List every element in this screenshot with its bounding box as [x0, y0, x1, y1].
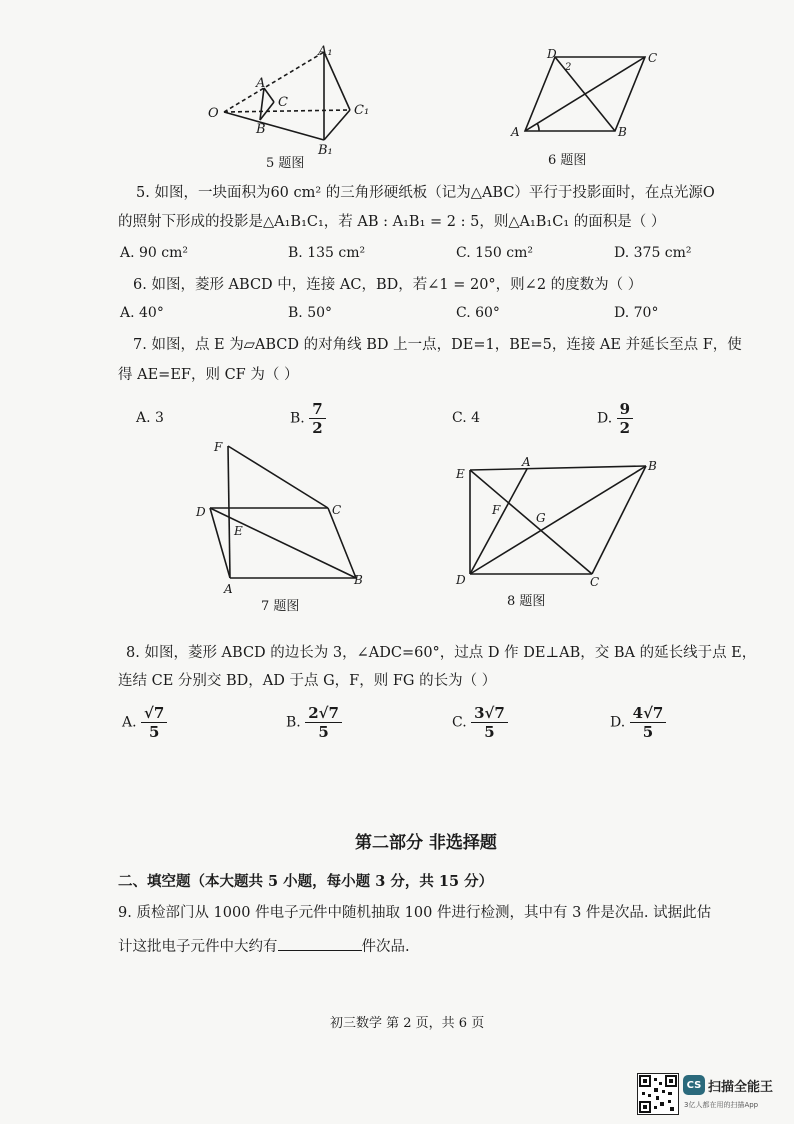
- fig8-label-g: G: [536, 511, 546, 525]
- camscanner-logo-icon: CS: [683, 1075, 705, 1095]
- q8-option-b-fraction: [305, 704, 342, 741]
- q8-text-line1: 8. 如图，菱形 ABCD 的边长为 3，∠ADC=60°，过点 D 作 DE⊥AB，交 BA 的延长线于点 E，: [126, 645, 757, 661]
- q9-text-after-blank: 件次品.: [361, 939, 410, 955]
- q8-option-a-label: A.: [122, 714, 137, 731]
- fig8-label-b: B: [648, 459, 657, 473]
- q7-option-d-fraction: [617, 400, 633, 437]
- q5-option-d: D. 375 cm²: [614, 245, 692, 261]
- fig5-label-b: B: [256, 122, 266, 137]
- figure-6-caption: 6 题图: [548, 153, 587, 168]
- q7-option-b: [290, 400, 326, 437]
- fig6-label-a: A: [511, 125, 520, 139]
- fig8-label-c: C: [590, 575, 600, 588]
- q7-option-d: [597, 400, 633, 437]
- q7-option-d-label: D.: [597, 410, 613, 427]
- q7-text-line2: 得 AE=EF，则 CF 为（ ）: [118, 367, 299, 383]
- q7-option-d-denominator: 2: [619, 419, 631, 437]
- q8-option-c: [452, 704, 508, 741]
- fig6-label-b: B: [618, 125, 627, 139]
- fig7-label-b: B: [354, 573, 363, 587]
- figure-8-caption: 8 题图: [507, 594, 546, 609]
- figure-7-diagram: [192, 436, 370, 596]
- q6-option-d: D. 70°: [614, 305, 659, 321]
- q5-text-line1: 5. 如图，一块面积为60 cm² 的三角形硬纸板（记为△ABC）平行于投影面时，在点光源O: [136, 185, 715, 201]
- fig5-label-o: O: [208, 106, 219, 121]
- watermark-slogan: 3亿人都在用的扫描App: [684, 1101, 759, 1109]
- part-2-heading: 第二部分 非选择题: [355, 833, 497, 853]
- q8-option-d: [610, 704, 666, 741]
- q8-option-d-label: D.: [610, 714, 626, 731]
- watermark-app-name: 扫描全能王: [708, 1080, 774, 1095]
- fig7-label-c: C: [332, 503, 342, 517]
- q6-option-a: A. 40°: [120, 305, 164, 321]
- fig6-label-c: C: [648, 51, 658, 65]
- fig7-label-f: F: [214, 440, 223, 454]
- q7-option-b-denominator: 2: [312, 419, 323, 437]
- fig8-label-a: A: [522, 455, 531, 469]
- fig7-label-e: E: [234, 524, 243, 538]
- fig8-label-d: D: [456, 573, 466, 587]
- q7-option-b-fraction: [309, 400, 325, 437]
- q8-option-a-fraction: [141, 704, 167, 741]
- section-2-heading: 二、填空题（本大题共 5 小题，每小题 3 分，共 15 分）: [118, 873, 494, 890]
- figure-6-diagram: [505, 45, 665, 145]
- q8-option-d-numerator: 4√7: [630, 704, 667, 723]
- q8-option-d-denominator: 5: [642, 723, 654, 741]
- fig8-label-f: F: [492, 503, 501, 517]
- figure-8-diagram: [452, 452, 664, 588]
- fig6-angle-2: 2: [565, 62, 572, 73]
- fig5-label-a1: A₁: [318, 44, 333, 59]
- q8-option-b-label: B.: [286, 714, 301, 731]
- q7-option-d-numerator: 9: [617, 400, 633, 419]
- fig5-label-a: A: [256, 76, 266, 91]
- q7-option-a: A. 3: [136, 410, 164, 426]
- q8-option-c-fraction: [471, 704, 508, 741]
- q7-option-b-label: B.: [290, 410, 305, 427]
- q9-text-before-blank: 计这批电子元件中大约有: [118, 939, 278, 955]
- q8-option-c-label: C.: [452, 714, 467, 731]
- q8-option-a-numerator: √7: [141, 704, 167, 723]
- fig8-label-e: E: [456, 467, 465, 481]
- q6-option-c: C. 60°: [456, 305, 500, 321]
- q8-option-a-denominator: 5: [148, 723, 160, 741]
- q8-option-c-numerator: 3√7: [471, 704, 508, 723]
- fig7-label-a: A: [224, 582, 233, 596]
- q7-text-line1: 7. 如图，点 E 为▱ABCD 的对角线 BD 上一点，DE=1，BE=5，连接 AE 并延长至点 F，使: [133, 337, 742, 353]
- fig5-label-c: C: [278, 95, 288, 110]
- fig5-label-b1: B₁: [318, 143, 333, 158]
- figure-5-diagram: [200, 40, 390, 165]
- q5-option-a: A. 90 cm²: [120, 245, 189, 261]
- q9-answer-blank: [278, 936, 362, 951]
- q5-text-line2: 的照射下形成的投影是△A₁B₁C₁，若 AB : A₁B₁ = 2 : 5，则△A₁B₁C₁ 的面积是（ ）: [118, 214, 666, 230]
- fig6-label-d: D: [547, 47, 557, 61]
- page-footer: 初三数学 第 2 页，共 6 页: [330, 1016, 485, 1031]
- fig7-label-d: D: [196, 505, 206, 519]
- q8-option-b-numerator: 2√7: [305, 704, 342, 723]
- q5-option-c: C. 150 cm²: [456, 245, 534, 261]
- q8-option-d-fraction: [630, 704, 667, 741]
- q6-option-b: B. 50°: [288, 305, 333, 321]
- qr-code-icon: [637, 1073, 679, 1115]
- q8-option-b-denominator: 5: [318, 723, 329, 741]
- q8-option-c-denominator: 5: [484, 723, 495, 741]
- q7-option-c: C. 4: [452, 410, 481, 426]
- q9-text-line2: [118, 936, 410, 957]
- fig5-label-c1: C₁: [354, 103, 370, 118]
- q8-option-a: [122, 704, 167, 741]
- q8-text-line2: 连结 CE 分别交 BD，AD 于点 G，F，则 FG 的长为（ ）: [118, 673, 497, 689]
- q9-text-line1: 9. 质检部门从 1000 件电子元件中随机抽取 100 件进行检测，其中有 3 件是次品. 试据此估: [118, 905, 712, 921]
- figure-7-caption: 7 题图: [261, 599, 300, 614]
- q8-option-b: [286, 704, 342, 741]
- figure-5-caption: 5 题图: [266, 156, 305, 171]
- q7-option-b-numerator: 7: [309, 400, 325, 419]
- q5-option-b: B. 135 cm²: [288, 245, 366, 261]
- q6-text-line1: 6. 如图，菱形 ABCD 中，连接 AC，BD，若∠1 = 20°，则∠2 的度数为（ ）: [133, 277, 643, 293]
